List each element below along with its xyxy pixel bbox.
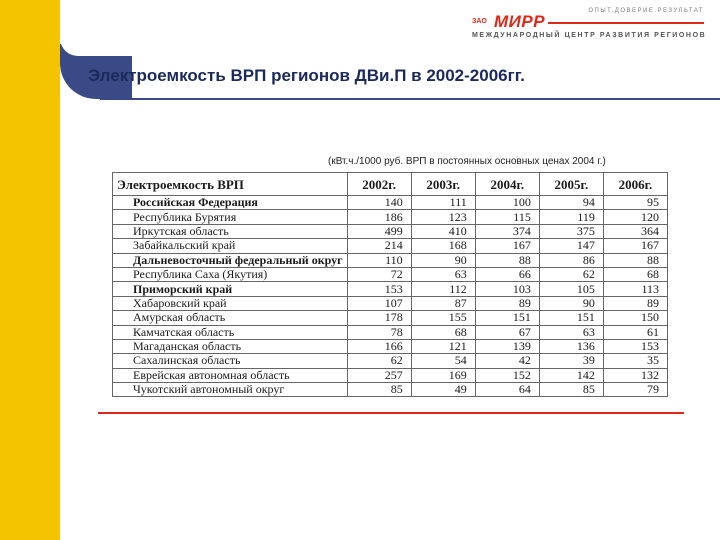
value-cell: 142 — [539, 368, 603, 382]
value-cell: 79 — [603, 383, 667, 397]
value-cell: 39 — [539, 354, 603, 368]
value-cell: 107 — [347, 296, 411, 310]
slide-title: Электроемкость ВРП регионов ДВи.П в 2002-2006гг. — [88, 66, 525, 85]
value-cell: 499 — [347, 224, 411, 238]
region-name: Камчатская область — [113, 325, 348, 339]
value-cell: 89 — [475, 296, 539, 310]
value-cell: 90 — [539, 296, 603, 310]
region-name: Республика Бурятия — [113, 210, 348, 224]
table-row — [113, 267, 668, 281]
region-name: Сахалинская область — [113, 354, 348, 368]
table-row — [113, 383, 668, 397]
value-cell: 62 — [347, 354, 411, 368]
company-logo — [470, 4, 706, 42]
value-cell: 95 — [603, 196, 667, 210]
value-cell: 42 — [475, 354, 539, 368]
table-row — [113, 325, 668, 339]
value-cell: 140 — [347, 196, 411, 210]
value-cell: 257 — [347, 368, 411, 382]
value-cell: 214 — [347, 239, 411, 253]
region-name: Иркутская область — [113, 224, 348, 238]
region-name: Амурская область — [113, 311, 348, 325]
value-cell: 178 — [347, 311, 411, 325]
value-cell: 115 — [475, 210, 539, 224]
table-row — [113, 311, 668, 325]
value-cell: 151 — [475, 311, 539, 325]
value-cell: 374 — [475, 224, 539, 238]
value-cell: 72 — [347, 267, 411, 281]
value-cell: 136 — [539, 339, 603, 353]
region-name: Приморский край — [113, 282, 348, 296]
value-cell: 150 — [603, 311, 667, 325]
value-cell: 86 — [539, 253, 603, 267]
region-name: Республика Саха (Якутия) — [113, 267, 348, 281]
value-cell: 168 — [411, 239, 475, 253]
value-cell: 68 — [603, 267, 667, 281]
value-cell: 66 — [475, 267, 539, 281]
value-cell: 105 — [539, 282, 603, 296]
region-name: Российская Федерация — [113, 196, 348, 210]
region-name: Забайкальский край — [113, 239, 348, 253]
table-header-row — [113, 173, 668, 196]
value-cell: 139 — [475, 339, 539, 353]
header-year: 2003г. — [411, 173, 475, 196]
electro-intensity-table — [112, 172, 668, 397]
logo-name: МИРР — [494, 12, 546, 31]
value-cell: 167 — [475, 239, 539, 253]
value-cell: 87 — [411, 296, 475, 310]
value-cell: 54 — [411, 354, 475, 368]
table-body — [113, 196, 668, 397]
left-accent-bar — [0, 0, 60, 540]
value-cell: 112 — [411, 282, 475, 296]
value-cell: 153 — [347, 282, 411, 296]
region-name: Хабаровский край — [113, 296, 348, 310]
logo-motto: ОПЫТ.ДОВЕРИЕ.РЕЗУЛЬТАТ — [588, 8, 704, 14]
table-row — [113, 354, 668, 368]
logo-prefix: ЗАО — [472, 18, 487, 25]
table-row — [113, 253, 668, 267]
value-cell: 89 — [603, 296, 667, 310]
value-cell: 85 — [539, 383, 603, 397]
units-caption: (кВт.ч./1000 руб. ВРП в постоянных основных ценах 2004 г.) — [328, 156, 606, 167]
value-cell: 166 — [347, 339, 411, 353]
value-cell: 113 — [603, 282, 667, 296]
value-cell: 78 — [347, 325, 411, 339]
highlight-red-line — [98, 412, 684, 414]
value-cell: 85 — [347, 383, 411, 397]
value-cell: 121 — [411, 339, 475, 353]
table-row — [113, 296, 668, 310]
region-name: Магаданская область — [113, 339, 348, 353]
value-cell: 375 — [539, 224, 603, 238]
value-cell: 68 — [411, 325, 475, 339]
value-cell: 155 — [411, 311, 475, 325]
value-cell: 64 — [475, 383, 539, 397]
value-cell: 110 — [347, 253, 411, 267]
value-cell: 88 — [603, 253, 667, 267]
table-row — [113, 224, 668, 238]
value-cell: 147 — [539, 239, 603, 253]
value-cell: 111 — [411, 196, 475, 210]
table-row — [113, 210, 668, 224]
value-cell: 132 — [603, 368, 667, 382]
value-cell: 153 — [603, 339, 667, 353]
logo-subtitle: МЕЖДУНАРОДНЫЙ ЦЕНТР РАЗВИТИЯ РЕГИОНОВ — [472, 32, 707, 39]
value-cell: 152 — [475, 368, 539, 382]
value-cell: 61 — [603, 325, 667, 339]
table-row — [113, 339, 668, 353]
value-cell: 120 — [603, 210, 667, 224]
value-cell: 90 — [411, 253, 475, 267]
title-underline — [100, 98, 720, 100]
value-cell: 364 — [603, 224, 667, 238]
value-cell: 103 — [475, 282, 539, 296]
logo-rule — [548, 22, 704, 24]
value-cell: 119 — [539, 210, 603, 224]
value-cell: 94 — [539, 196, 603, 210]
header-year: 2002г. — [347, 173, 411, 196]
header-year: 2004г. — [475, 173, 539, 196]
region-name: Еврейская автономная область — [113, 368, 348, 382]
value-cell: 67 — [475, 325, 539, 339]
value-cell: 62 — [539, 267, 603, 281]
value-cell: 123 — [411, 210, 475, 224]
value-cell: 410 — [411, 224, 475, 238]
value-cell: 167 — [603, 239, 667, 253]
region-name: Чукотский автономный округ — [113, 383, 348, 397]
header-year: 2006г. — [603, 173, 667, 196]
table-row — [113, 368, 668, 382]
header-year: 2005г. — [539, 173, 603, 196]
value-cell: 100 — [475, 196, 539, 210]
value-cell: 88 — [475, 253, 539, 267]
table-row — [113, 196, 668, 210]
table-row — [113, 239, 668, 253]
value-cell: 63 — [539, 325, 603, 339]
value-cell: 151 — [539, 311, 603, 325]
header-label: Электроемкость ВРП — [113, 173, 348, 196]
table-row — [113, 282, 668, 296]
value-cell: 35 — [603, 354, 667, 368]
value-cell: 49 — [411, 383, 475, 397]
region-name: Дальневосточный федеральный округ — [113, 253, 348, 267]
value-cell: 63 — [411, 267, 475, 281]
value-cell: 169 — [411, 368, 475, 382]
value-cell: 186 — [347, 210, 411, 224]
